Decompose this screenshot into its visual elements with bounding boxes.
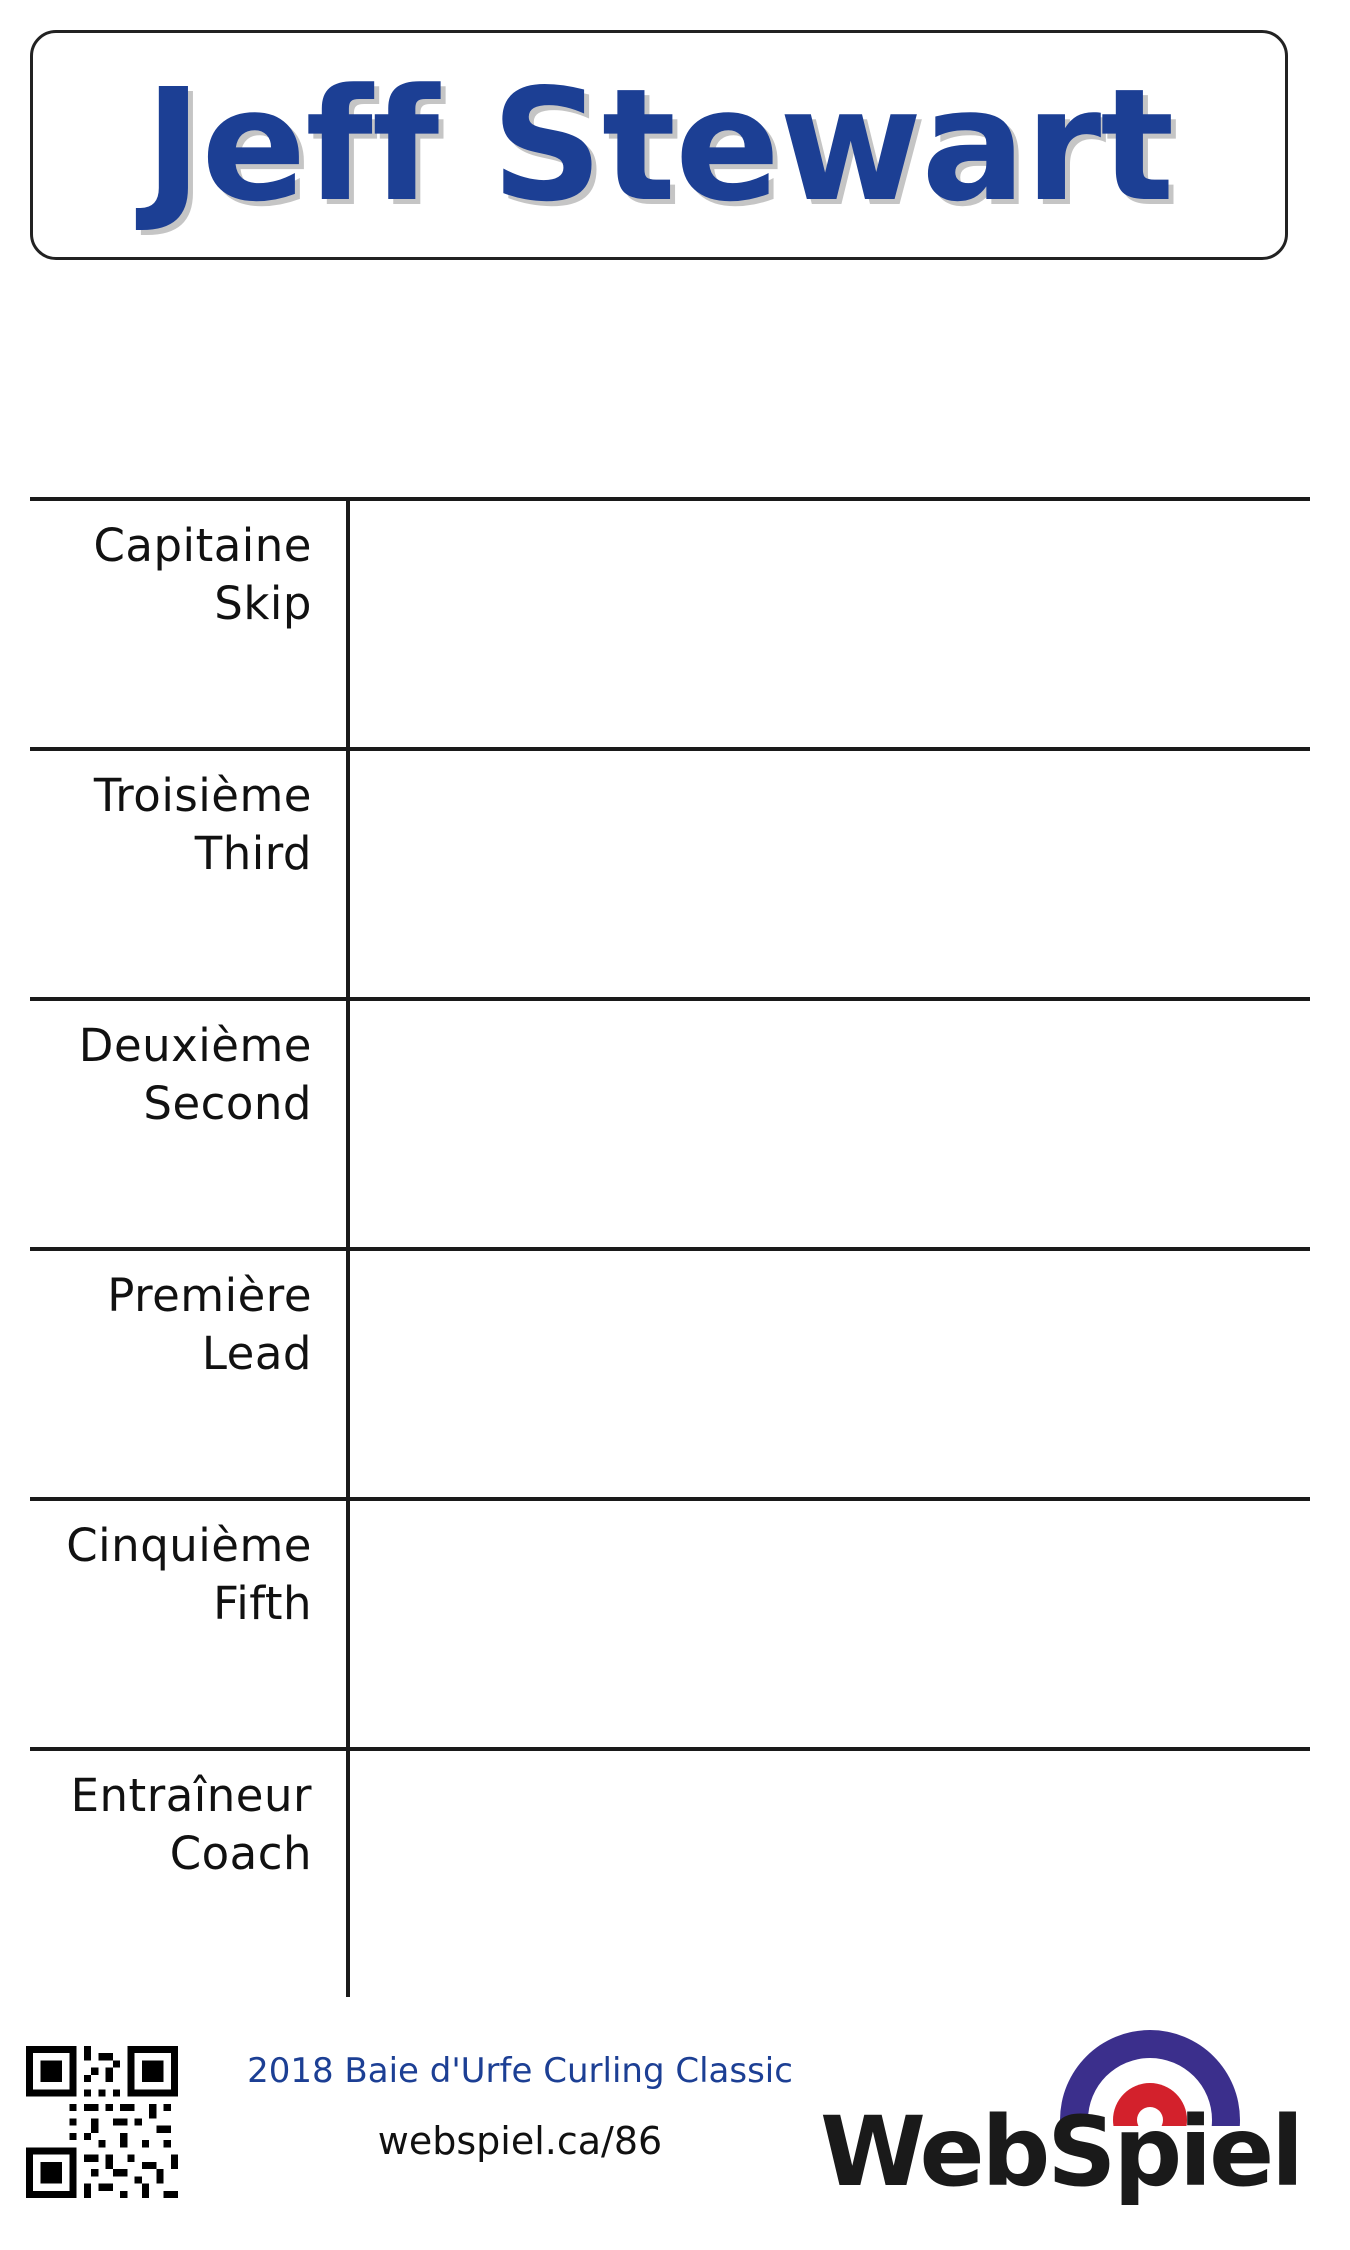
position-label-cell	[30, 1251, 330, 1382]
table-row	[30, 747, 1310, 997]
position-label-cell	[30, 1001, 330, 1132]
row-divider	[346, 1001, 350, 1247]
row-divider	[346, 1501, 350, 1747]
row-divider	[346, 501, 350, 747]
position-label-cell	[30, 501, 330, 632]
position-label-en: Third	[194, 826, 312, 880]
player-name-field[interactable]	[360, 751, 1310, 997]
row-divider	[346, 1251, 350, 1497]
webspiel-logo-text: WebSpiel	[820, 2096, 1302, 2208]
position-label-en: Skip	[214, 576, 312, 630]
position-label-fr: Troisième	[93, 769, 312, 822]
event-url[interactable]: webspiel.ca/86	[377, 2118, 663, 2163]
position-label-en: Coach	[169, 1826, 312, 1880]
position-label-fr: Entraîneur	[70, 1769, 312, 1822]
footer	[0, 2020, 1350, 2250]
table-row	[30, 497, 1310, 747]
position-label-en: Second	[143, 1076, 312, 1130]
position-label-fr: Première	[107, 1269, 312, 1322]
player-name-field[interactable]	[360, 1751, 1310, 1997]
position-label-fr: Cinquième	[66, 1519, 312, 1572]
table-row	[30, 1497, 1310, 1747]
position-label-en: Fifth	[213, 1576, 312, 1630]
table-row	[30, 997, 1310, 1247]
position-label-cell	[30, 751, 330, 882]
position-label-cell	[30, 1751, 330, 1882]
page-title: Jeff Stewart	[144, 54, 1174, 236]
position-label-fr: Capitaine	[93, 519, 312, 572]
position-label-en: Lead	[201, 1326, 312, 1380]
player-name-field[interactable]	[360, 1251, 1310, 1497]
webspiel-logo[interactable]	[820, 2030, 1330, 2245]
table-row	[30, 1247, 1310, 1497]
row-divider	[346, 751, 350, 997]
team-name-plaque	[30, 30, 1288, 260]
position-label-fr: Deuxième	[78, 1019, 312, 1072]
event-info	[190, 2050, 850, 2163]
event-name: 2018 Baie d'Urfe Curling Classic	[247, 2051, 793, 2091]
row-divider	[346, 1751, 350, 1997]
table-row	[30, 1747, 1310, 1997]
qr-code-icon[interactable]	[26, 2046, 178, 2198]
roster-table	[30, 497, 1310, 1997]
position-label-cell	[30, 1501, 330, 1632]
player-name-field[interactable]	[360, 1001, 1310, 1247]
player-name-field[interactable]	[360, 501, 1310, 747]
player-name-field[interactable]	[360, 1501, 1310, 1747]
